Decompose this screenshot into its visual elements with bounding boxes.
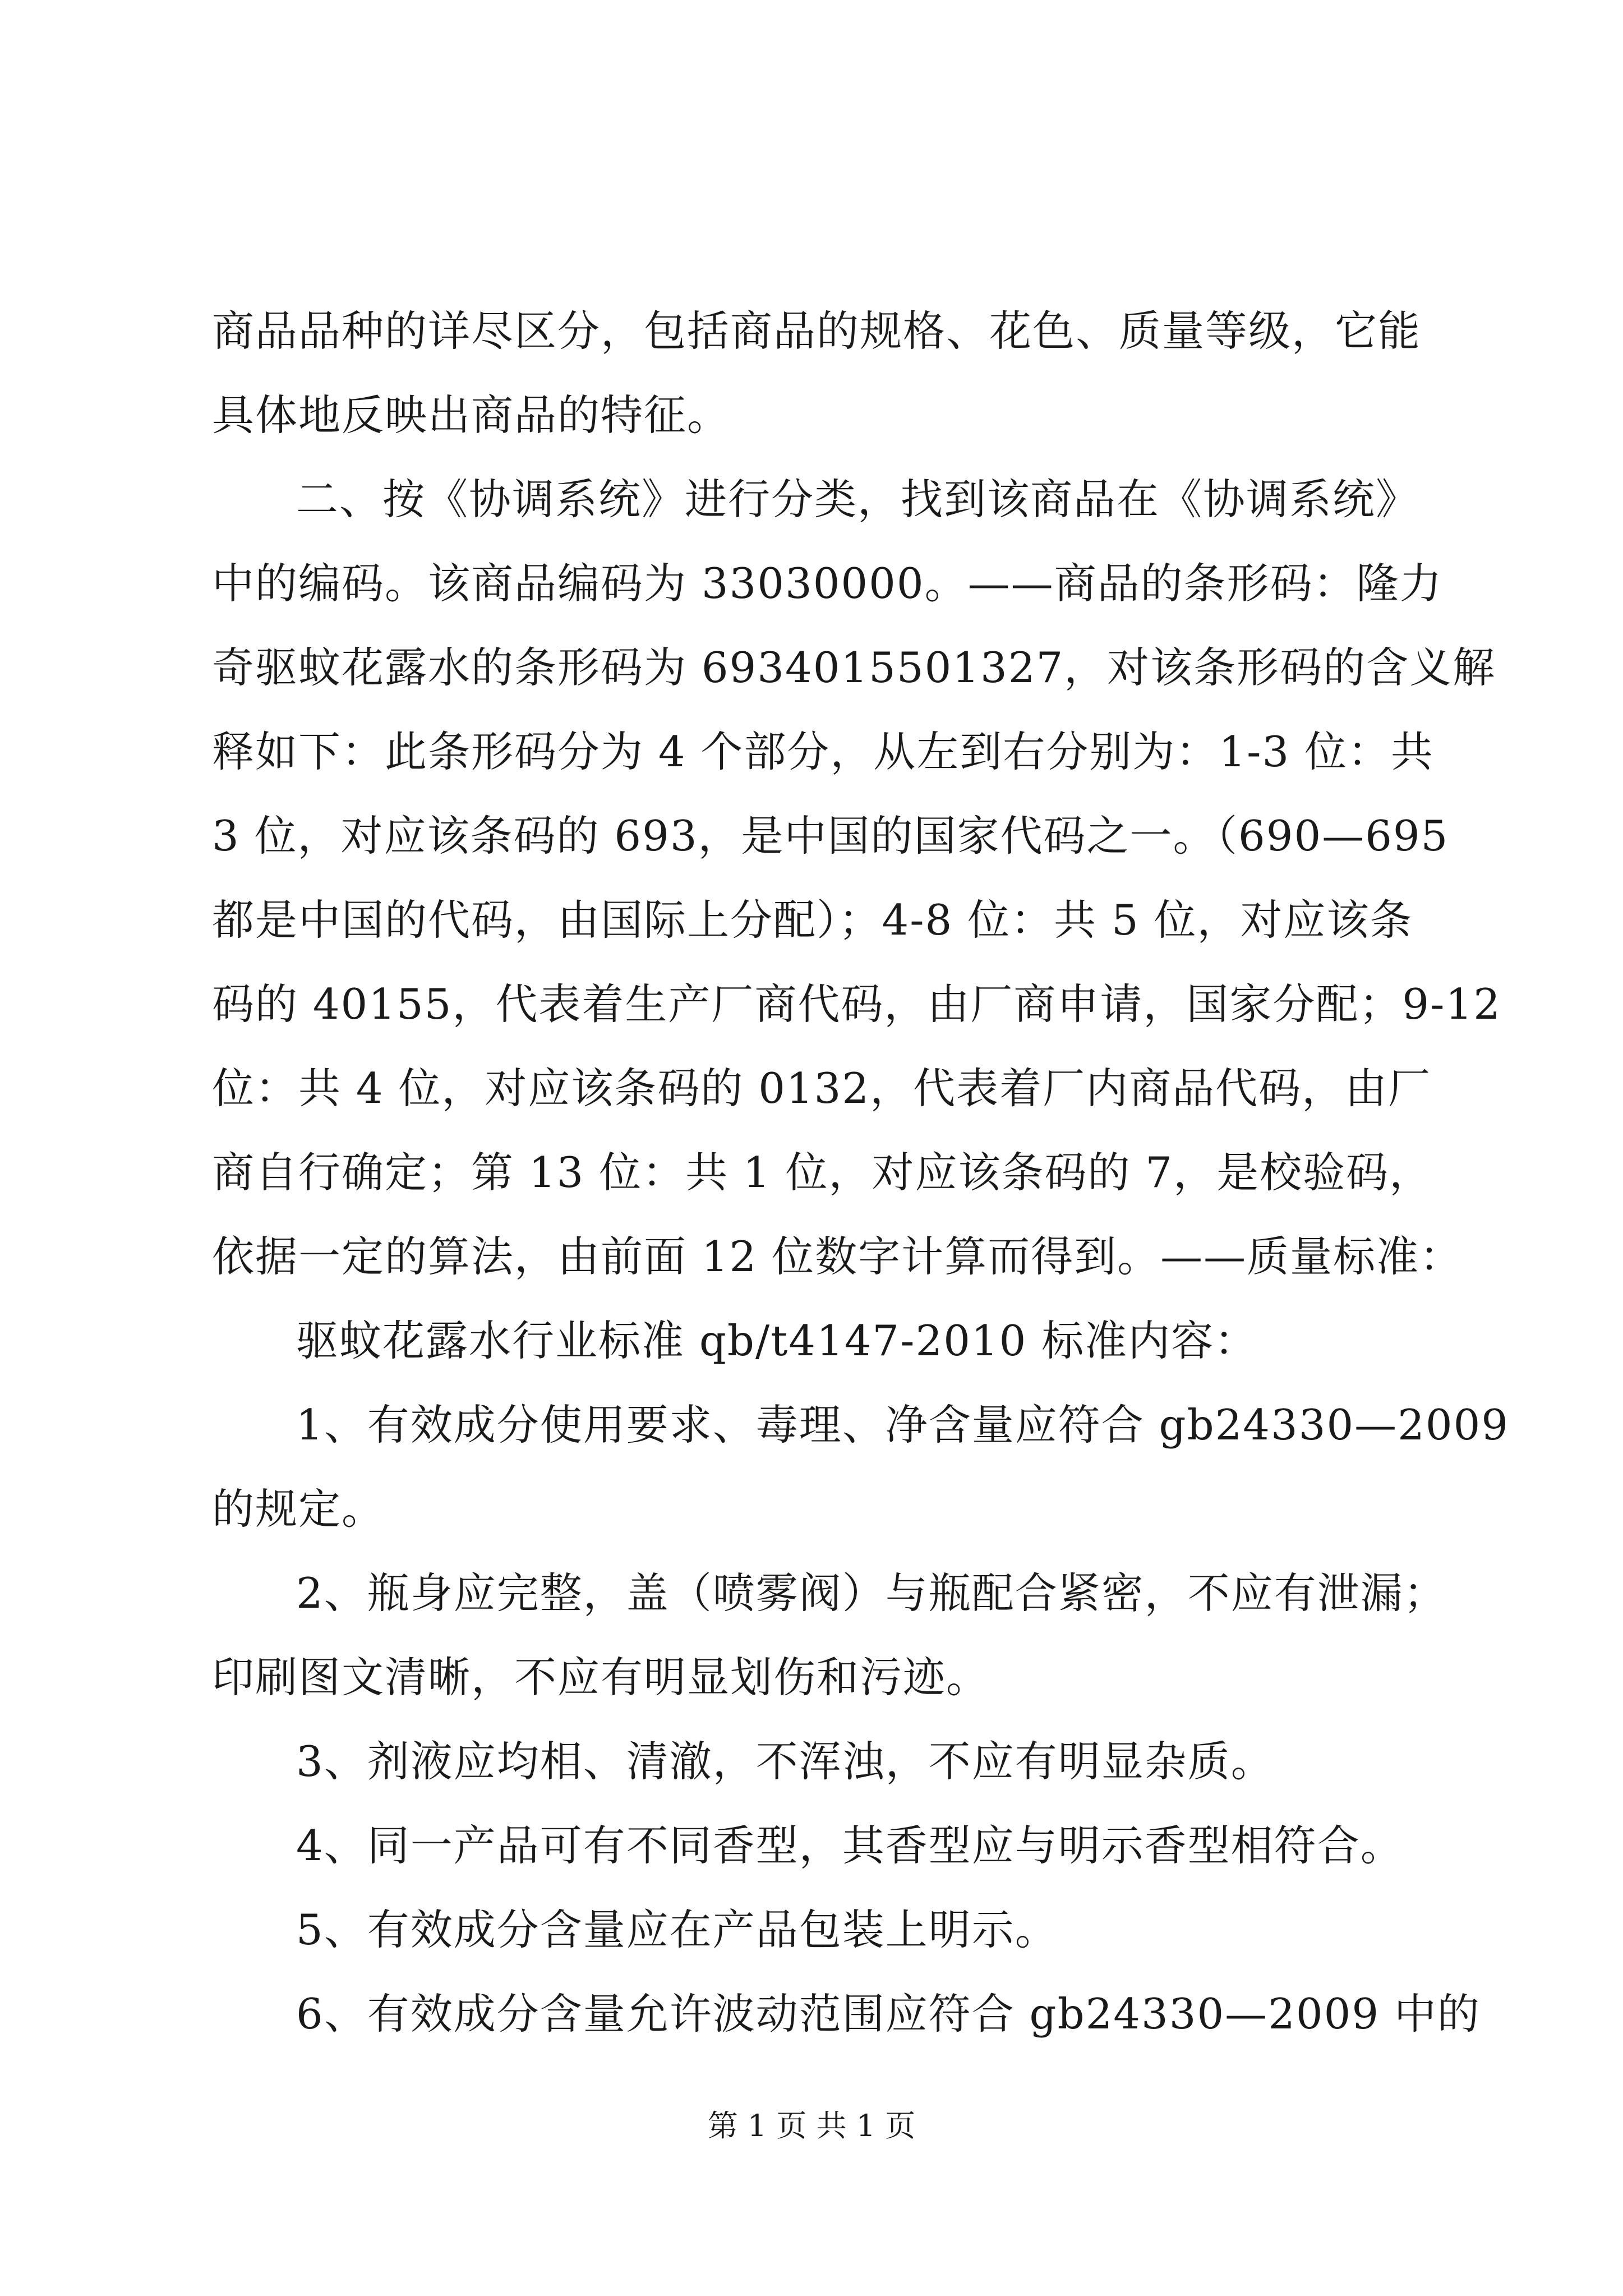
text-line: 二、按《协调系统》进行分类，找到该商品在《协调系统》: [296, 475, 1419, 524]
text-line: 3 位，对应该条码的 693，是中国的国家代码之一。（690—695: [212, 811, 1449, 861]
document-body: [212, 289, 1510, 2056]
text-line: 中的编码。该商品编码为 33030000。——商品的条形码：隆力: [212, 559, 1443, 608]
text-line: 1、有效成分使用要求、毒理、净含量应符合 gb24330—2009: [296, 1400, 1510, 1450]
text-line: 3、剂液应均相、清澈，不浑浊，不应有明显杂质。: [296, 1737, 1274, 1786]
text-line: 驱蚊花露水行业标准 qb/t4147-2010 标准内容：: [296, 1316, 1258, 1365]
text-line: 奇驱蚊花露水的条形码为 6934015501327，对该条形码的含义解: [212, 643, 1496, 692]
text-line: 码的 40155，代表着生产厂商代码，由厂商申请，国家分配；9-12: [212, 979, 1501, 1029]
text-line: 5、有效成分含量应在产品包装上明示。: [296, 1905, 1058, 1954]
text-line: 的规定。: [212, 1484, 385, 1534]
text-line: 4、同一产品可有不同香型，其香型应与明示香型相符合。: [296, 1821, 1404, 1870]
page-footer: 第 1 页 共 1 页: [707, 2108, 916, 2143]
text-line: 印刷图文清晰，不应有明显划伤和污迹。: [212, 1653, 990, 1702]
text-line: 2、瓶身应完整，盖（喷雾阀）与瓶配合紧密，不应有泄漏；: [296, 1568, 1447, 1618]
text-line: 商自行确定；第 13 位：共 1 位，对应该条码的 7，是校验码，: [212, 1148, 1433, 1197]
text-line: 释如下：此条形码分为 4 个部分，从左到右分别为：1-3 位：共: [212, 727, 1435, 776]
text-line: 依据一定的算法，由前面 12 位数字计算而得到。——质量标准：: [212, 1232, 1463, 1281]
text-line: 具体地反映出商品的特征。: [212, 390, 731, 440]
text-line: 位：共 4 位，对应该条码的 0132，代表着厂内商品代码，由厂: [212, 1064, 1432, 1113]
text-line: 商品品种的详尽区分，包括商品的规格、花色、质量等级，它能: [212, 306, 1422, 356]
text-line: 6、有效成分含量允许波动范围应符合 gb24330—2009 中的: [296, 1989, 1481, 2039]
text-line: 都是中国的代码，由国际上分配）；4-8 位：共 5 位，对应该条: [212, 895, 1413, 945]
